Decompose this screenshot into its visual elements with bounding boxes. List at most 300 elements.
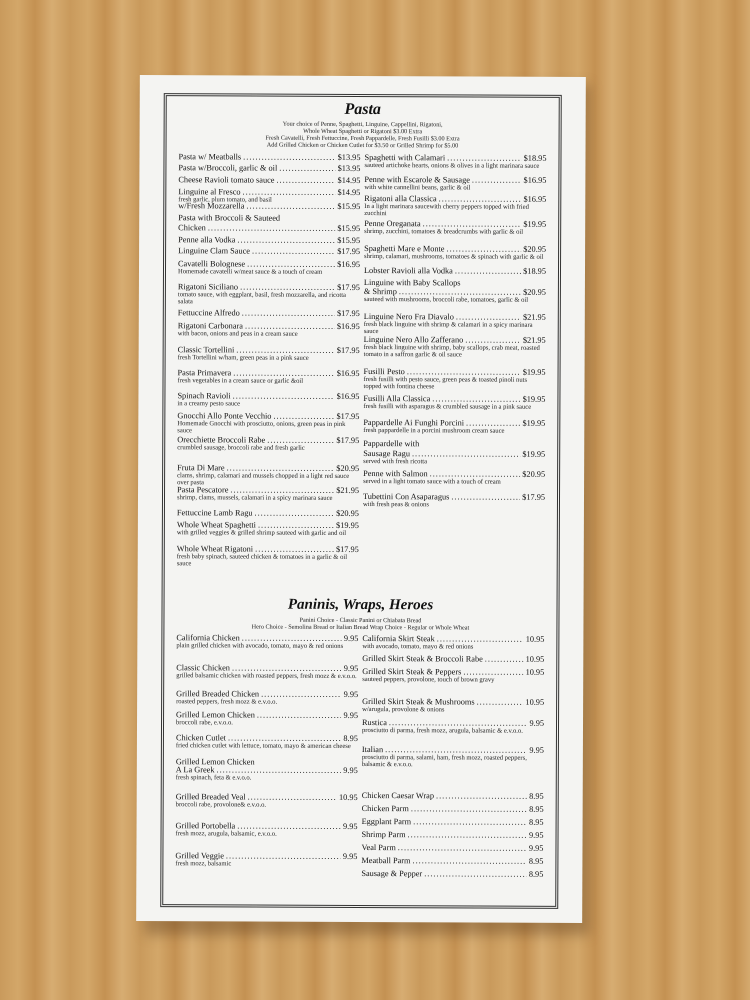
menu-item	[178, 259, 360, 276]
menu-item	[178, 152, 360, 162]
leader-dots	[436, 791, 527, 800]
menu-item	[364, 244, 546, 261]
leader-dots	[240, 282, 335, 291]
menu-item-name: Italian	[361, 745, 384, 755]
menu-item-description: fresh pappardelle in a porcini mushroom cream sauce	[363, 427, 505, 435]
menu-item-name: California Chicken	[176, 633, 240, 643]
menu-item	[176, 689, 358, 706]
menu-item-name: Rigatoni alla Classica	[364, 194, 437, 204]
menu-item	[364, 219, 546, 236]
menu-item-name: Chicken Cutlet	[175, 733, 226, 743]
menu-item-price: $18.95	[523, 266, 547, 276]
menu-item-price: $13.95	[337, 152, 361, 162]
menu-item-line	[363, 439, 545, 449]
menu-item	[177, 520, 359, 537]
menu-item-line	[178, 213, 360, 223]
menu-item	[178, 321, 360, 338]
menu-item-price: $18.95	[523, 153, 547, 163]
menu-item-price: 9.95	[343, 821, 358, 831]
leader-dots	[242, 633, 342, 642]
menu-item-line	[362, 817, 544, 827]
menu-item-line	[361, 869, 543, 879]
menu-item-price: $16.95	[336, 368, 360, 378]
menu-item	[364, 153, 546, 170]
menu-item-price: $16.95	[523, 194, 547, 204]
leader-dots	[246, 201, 335, 210]
menu-item-name: Pasta with Broccoli & Sauteed	[178, 213, 281, 223]
menu-item-price: $20.95	[336, 463, 360, 473]
paninis-title: Paninis, Wraps, Heroes	[287, 596, 434, 614]
menu-item	[363, 394, 545, 411]
menu-item	[176, 663, 358, 680]
menu-item-description: fresh mozz, balsamic	[175, 860, 232, 868]
menu-item-name: w/Fresh Mozzarella	[178, 201, 245, 211]
menu-item-price: $17.95	[336, 308, 360, 318]
menu-item-description: fresh vegetables in a cream sauce or garlic &oil	[177, 377, 304, 385]
leader-dots	[412, 449, 520, 458]
menu-item-price: $19.95	[522, 449, 546, 459]
menu-item	[176, 821, 358, 838]
menu-item-description: broccoli rabe, provolone& e.v.o.o.	[175, 801, 267, 809]
leader-dots	[242, 308, 335, 317]
menu-item-line	[178, 308, 360, 318]
menu-item-name: Penne Oreganata	[364, 219, 421, 229]
menu-item-description: grilled balsamic chicken with roasted peppers, fresh mozz & e.v.o.o.	[176, 672, 357, 680]
leader-dots	[439, 194, 522, 203]
menu-item	[176, 733, 358, 750]
menu-item-line	[362, 654, 544, 664]
menu-item-description: clams, shrimp, calamari and mussels chopped in a light red sauce over pasta	[177, 472, 350, 487]
menu-item	[177, 391, 359, 408]
menu-item-name: Pasta w/ Meatballs	[178, 152, 242, 162]
menu-item-price: $21.95	[522, 335, 546, 345]
menu-item-price: 9.95	[529, 718, 545, 728]
menu-item-description: Homemade Gnocchi with prosciutto, onions, green peas in pink sauce	[177, 420, 346, 435]
menu-item-name: Classic Tortellini	[177, 345, 235, 355]
menu-item-name: Grilled Lemon Chicken	[175, 757, 255, 767]
menu-item-description: with fresh peas & onions	[362, 501, 429, 509]
menu-item-description: tomato sauce, with eggplant, basil, fresh mozzarella, and ricotta salata	[177, 291, 346, 306]
menu-item	[178, 223, 360, 233]
leader-dots	[233, 368, 335, 377]
menu-item-description: plain grilled chicken with avocado, tomato, mayo & red onions	[176, 642, 344, 650]
menu-item-description: fresh fusilli with asparagus & crumbled sausage in a pink sauce	[363, 403, 532, 411]
menu-item	[177, 485, 359, 502]
leader-dots	[232, 663, 342, 672]
menu-item-description: sauteed with mushrooms, broccoli rabe, tomatoes, garlic & oil	[363, 296, 529, 304]
leader-dots	[432, 394, 520, 403]
leader-dots	[407, 367, 521, 376]
menu-item	[178, 235, 360, 245]
menu-item-name: Veal Parm	[361, 843, 396, 853]
menu-item-price: 9.95	[343, 710, 359, 720]
menu-item-price: $15.95	[337, 223, 361, 233]
leader-dots	[248, 793, 337, 802]
menu-item-price: $16.95	[336, 391, 360, 401]
menu-item-description: prosciutto di parma, fresh mozz, arugula, balsamic & e.v.o.o.	[361, 727, 523, 735]
menu-item-name: Sausage Ragu	[363, 449, 410, 459]
menu-item-name: Gnocchi Allo Ponte Vecchio	[177, 411, 272, 421]
menu-item-name: Pappardelle Ai Funghi Porcini	[363, 418, 465, 428]
menu-item	[178, 175, 360, 185]
leader-dots	[267, 436, 334, 445]
menu-item	[363, 439, 545, 449]
menu-item-price: $15.95	[337, 235, 361, 245]
menu-item	[178, 213, 360, 223]
menu-item-price: 8.95	[528, 856, 544, 866]
leader-dots	[423, 219, 522, 228]
menu-item-description: fried chicken cutlet with lettuce, tomato, mayo & american cheese	[175, 742, 351, 750]
leader-dots	[208, 223, 336, 233]
menu-item	[363, 469, 545, 486]
menu-item-name: Spinach Ravioli	[177, 391, 231, 401]
menu-item-name: Grilled Lemon Chicken	[176, 710, 255, 720]
menu-item-name: Sausage & Pepper	[361, 869, 423, 879]
leader-dots	[226, 851, 341, 861]
menu-item	[362, 830, 544, 840]
leader-dots	[398, 843, 527, 853]
pasta-note: Whole Wheat Spaghetti or Rigatoni $3.00 Extra	[303, 127, 423, 136]
leader-dots	[276, 176, 335, 185]
menu-item-price: $19.95	[522, 367, 546, 377]
menu-item-name: & Shrimp	[363, 287, 397, 297]
leader-dots	[412, 856, 526, 865]
menu-item-price: $19.95	[523, 219, 547, 229]
menu-item	[364, 194, 546, 218]
menu-item	[178, 201, 360, 211]
menu-item-price: 8.95	[529, 817, 544, 827]
menu-item-name: Linguine Nero Fra Diavalo	[363, 312, 454, 322]
menu-item-name: Cheese Ravioli tomato sauce	[178, 175, 275, 185]
menu-item-line	[177, 508, 359, 518]
menu-item-description: with avocado, tomato, mayo & red onions	[362, 643, 474, 651]
menu-item-name: Penne alla Vodka	[178, 235, 236, 245]
leader-dots	[230, 485, 334, 494]
menu-item-price: $20.95	[523, 287, 546, 297]
menu-item-name: Chicken Caesar Wrap	[361, 791, 435, 801]
menu-item-description: fresh baby spinach, sauteed chicken & tomatoes in a garlic & oil sauce	[176, 553, 348, 568]
menu-item	[363, 449, 545, 466]
menu-item-name: Grilled Breaded Chicken	[176, 689, 260, 699]
menu-item	[178, 163, 360, 173]
menu-item-line	[178, 201, 360, 211]
leader-dots	[455, 266, 521, 275]
menu-item-price: 10.95	[525, 654, 545, 664]
menu-item-price: 10.95	[525, 667, 545, 677]
menu-item-name: Linguine with Baby Scallops	[363, 278, 461, 288]
leader-dots	[279, 164, 335, 173]
menu-item	[177, 368, 359, 385]
menu-item-price: 8.95	[529, 804, 544, 814]
menu-item-name: Grilled Skirt Steak & Mushrooms	[362, 697, 475, 707]
menu-item-name: Meatball Parm	[361, 856, 411, 866]
leader-dots	[273, 412, 334, 421]
menu-item-name: Linguine Nero Allo Zafferano	[363, 335, 464, 345]
menu-item-price: $16.95	[336, 321, 360, 331]
menu-item-price: 8.95	[529, 791, 544, 801]
menu-item-price: $17.95	[337, 282, 360, 292]
leader-dots	[456, 312, 521, 321]
menu-item-price: $19.95	[336, 520, 359, 530]
menu-item-name: Tubettini Con Asaparagus	[362, 492, 450, 502]
paninis-note: Panini Choice - Classic Panini or Chiabata Bread	[299, 616, 422, 625]
menu-item-price: $14.95	[337, 187, 361, 197]
menu-item	[362, 745, 544, 769]
menu-item-price: 9.95	[343, 689, 359, 699]
menu-item-description: fresh Tortellini w/ham, green peas in a pink sauce	[177, 354, 309, 362]
menu-item-price: $17.95	[336, 435, 360, 445]
menu-item-name: Spaghetti with Calamari	[364, 153, 446, 163]
menu-item-description: shrimp, calamari, mushrooms, tomatoes & spinach with garlic & oil	[364, 253, 544, 261]
menu-item-price: $17.95	[336, 411, 360, 421]
menu-item-name: Lobster Ravioli alla Vodka	[363, 266, 453, 276]
menu-item-description: fresh black linguine with shrimp, baby scallops, crab meat, roasted tomato in a saffron garlic & oil sauce	[363, 344, 540, 359]
menu-item-price: $17.95	[337, 246, 361, 256]
leader-dots	[255, 545, 334, 554]
menu-item-name: Fettuccine Lamb Ragu	[176, 508, 253, 518]
leader-dots	[261, 690, 342, 699]
menu-item-price: 9.95	[342, 851, 358, 861]
menu-item	[177, 435, 359, 452]
menu-item-line	[361, 856, 543, 866]
menu-item-price: $17.95	[336, 345, 360, 355]
pasta-title: Pasta	[344, 100, 381, 119]
menu-item-description: fresh fusilli with pesto sauce, green peas & toasted pinoli nuts topped with fontina cheese	[363, 376, 528, 391]
menu-item-price: $21.95	[336, 485, 360, 495]
menu-item-price: 9.95	[528, 843, 544, 853]
menu-item	[177, 463, 359, 487]
menu-item-line	[178, 246, 360, 256]
menu-item	[177, 411, 359, 435]
menu-item-name: A La Greek	[175, 765, 215, 775]
leader-dots	[254, 509, 334, 518]
menu-item	[362, 654, 544, 664]
menu-item-name: Eggplant Parm	[361, 817, 412, 827]
menu-item-name: Spaghetti Mare e Monte	[364, 244, 445, 254]
menu-item	[176, 633, 358, 650]
menu-item	[178, 345, 360, 362]
menu-item-price: $16.95	[337, 259, 361, 269]
leader-dots	[227, 463, 335, 472]
leader-dots	[245, 321, 335, 330]
leader-dots	[430, 469, 521, 478]
menu-item-description: fresh garlic, plum tomato, and basil	[178, 196, 272, 204]
leader-dots	[408, 830, 527, 840]
leader-dots	[466, 418, 520, 427]
menu-item-price: $15.95	[337, 201, 361, 211]
menu-item-name: Rigatoni Siciliano	[177, 282, 239, 292]
menu-item-price: $20.95	[522, 469, 546, 479]
menu-item-description: served with fresh ricotta	[363, 458, 428, 466]
menu-item-description: roasted peppers, fresh mozz & e.v.o.o.	[176, 698, 278, 706]
menu-item-name: Chicken Parm	[361, 804, 409, 814]
leader-dots	[252, 247, 335, 256]
menu-item	[176, 765, 358, 782]
menu-item-name: Rustica	[362, 718, 387, 728]
menu-item-line	[362, 791, 544, 801]
menu-item-price: 9.95	[529, 745, 544, 755]
menu-item	[362, 634, 544, 651]
leader-dots	[472, 175, 522, 184]
menu-item-name: Grilled Portobella	[175, 821, 236, 831]
menu-item-price: 9.95	[343, 663, 359, 673]
menu-item-description: crumbled sausage, broccoli rabe and fresh garlic	[177, 444, 305, 452]
paninis-note: Hero Choice - Semolina Bread or Italian Bread Wrap Choice - Regular or Whole Wheat	[251, 623, 470, 632]
menu-item	[362, 804, 544, 814]
leader-dots	[237, 235, 335, 244]
menu-item-line	[178, 223, 360, 233]
menu-item-name: Orecchiette Broccoli Rabe	[177, 435, 266, 445]
menu-item	[175, 851, 357, 868]
menu-item-price: 9.95	[528, 830, 544, 840]
menu-item-price: $21.95	[522, 312, 546, 322]
menu-item	[361, 869, 543, 879]
menu-item-line	[178, 175, 360, 185]
menu-item-description: in a creamy pesto sauce	[177, 400, 241, 408]
menu-item-price: 10.95	[525, 697, 545, 707]
menu-item-price: $19.95	[522, 418, 546, 428]
pasta-note: Add Grilled Chicken or Chicken Cutlet for $3.50 or Grilled Shrimp for $5.00	[266, 141, 459, 150]
menu-item-name: Rigatoni Carbonara	[177, 321, 243, 331]
menu-item-name: Fusilli Pesto	[363, 367, 405, 377]
menu-item-line	[362, 830, 544, 840]
menu-item-line	[364, 266, 546, 276]
menu-item-line	[361, 843, 543, 853]
menu-item-name: Whole Wheat Spaghetti	[176, 520, 257, 530]
leader-dots	[477, 698, 524, 707]
menu-item	[177, 508, 359, 518]
menu-item-name: Chicken	[178, 223, 206, 233]
menu-item-name: Penne with Escarole & Sausage	[364, 175, 470, 185]
menu-item	[364, 335, 546, 359]
menu-item-price: 10.95	[525, 634, 545, 644]
menu-item-line	[178, 235, 360, 245]
leader-dots	[446, 244, 521, 253]
leader-dots	[485, 655, 524, 664]
menu-item	[362, 667, 544, 684]
menu-item-name: Classic Chicken	[176, 663, 230, 673]
menu-item	[178, 282, 360, 306]
menu-item-price: 9.95	[343, 633, 359, 643]
leader-dots	[243, 152, 336, 161]
menu-item	[176, 792, 358, 809]
leader-dots	[247, 260, 335, 269]
menu-item-price: $16.95	[523, 175, 547, 185]
menu-frame	[160, 93, 562, 909]
menu-item	[361, 856, 543, 866]
leader-dots	[411, 804, 527, 814]
menu-item	[364, 287, 546, 304]
menu-item-description: fresh spinach, feta & e.v.o.o.	[175, 774, 252, 782]
pasta-note: Fresh Cavatelli, Fresh Fettuccine, Fresh Pappardelle, Fresh Fusilli $3.00 Extra	[265, 134, 460, 143]
leader-dots	[243, 187, 336, 196]
menu-item	[177, 544, 359, 568]
menu-item-name: Fruta Di Mare	[177, 463, 225, 473]
menu-item-name: Fettuccine Alfredo	[177, 308, 240, 318]
leader-dots	[451, 492, 520, 501]
leader-dots	[447, 153, 522, 162]
menu-item	[363, 492, 545, 509]
menu-item-description: with white cannellini beans, garlic & oil	[364, 184, 471, 192]
menu-item	[178, 246, 360, 256]
pasta-note: Your choice of Penne, Spaghetti, Linguine, Cappellini, Rigatoni,	[282, 120, 443, 129]
menu-item	[364, 175, 546, 192]
leader-dots	[257, 711, 342, 720]
menu-item-name: Pasta Primavera	[177, 368, 232, 378]
menu-item-name: Pasta Pescatore	[177, 485, 229, 495]
menu-item	[178, 308, 360, 318]
menu-item-price: 10.95	[339, 792, 358, 802]
menu-item	[362, 718, 544, 735]
menu-item-name: Grilled Skirt Steak & Peppers	[362, 667, 462, 677]
menu-item-description: w/arugula, provolone & onions	[362, 706, 445, 714]
menu-item-price: $17.95	[335, 544, 359, 554]
menu-item-description: Homemade cavatelli w/meat sauce & a touch of cream	[177, 268, 323, 276]
menu-item-description: sauteed artichoke hearts, onions & olives in a light marinara sauce	[364, 162, 540, 170]
menu-item-name: Linguine Clam Sauce	[178, 246, 250, 256]
menu-item-price: 8.95	[528, 869, 544, 879]
menu-item-description: broccoli rabe, e.v.o.o.	[176, 719, 233, 727]
menu-item-description: with bacon, onions and peas in a cream sauce	[177, 330, 298, 338]
menu-item-name: Whole Wheat Rigatoni	[176, 544, 254, 554]
menu-item-description: fresh black linguine with shrimp & calamari in a spicy marinara sauce	[363, 321, 533, 336]
menu-item	[362, 791, 544, 801]
menu-item-description: In a light marinara saucewith cherry peppers topped with fried zucchini	[364, 203, 529, 218]
menu-item-name: Fusilli Alla Classica	[363, 394, 431, 404]
menu-item-description: shrimp, zucchini, tomatoes & breadcrumbs with garlic & oil	[364, 228, 524, 236]
menu-item-description: served in a light tomato sauce with a touch of cream	[363, 478, 501, 486]
leader-dots	[424, 869, 527, 878]
leader-dots	[228, 733, 341, 742]
menu-item-name: Pappardelle with	[363, 439, 420, 449]
menu-item-name: California Skirt Steak	[362, 634, 435, 644]
leader-dots	[465, 335, 521, 344]
menu-item	[176, 710, 358, 727]
leader-dots	[437, 634, 524, 643]
menu-item-price: $20.95	[336, 508, 359, 518]
menu-item	[364, 312, 546, 336]
leader-dots	[237, 821, 341, 830]
menu-item-description: sauteed peppers, provolone, touch of brown gravy	[362, 676, 495, 684]
menu-item-name: Shrimp Parm	[361, 830, 406, 840]
menu-item-name: Grilled Skirt Steak & Broccoli Rabe	[362, 654, 483, 664]
menu-item-name: Cavatelli Bolognese	[178, 259, 246, 269]
menu-item-name: Penne with Salmon	[363, 469, 428, 479]
menu-item-name: Grilled Veggie	[175, 851, 224, 861]
leader-dots	[236, 345, 335, 354]
menu-item-price: $13.95	[337, 163, 361, 173]
menu-item-price: 9.95	[343, 765, 358, 775]
menu-item-name: Pasta w/Broccoli, garlic & oil	[178, 163, 278, 173]
menu-item-price: 8.95	[343, 733, 358, 743]
menu-sheet	[136, 75, 586, 923]
menu-item-price: $20.95	[523, 244, 547, 254]
menu-item-name: Linguine al Fresco	[178, 187, 241, 197]
menu-item-description: shrimp, clams, mussels, calamari in a spicy marinara sauce	[176, 494, 333, 502]
menu-item-line	[178, 152, 360, 162]
menu-item-description: with grilled veggies & grilled shrimp sauteed with garlic and oil	[176, 529, 347, 537]
leader-dots	[233, 391, 335, 400]
menu-item	[362, 697, 544, 714]
leader-dots	[463, 667, 523, 676]
menu-item-name: Grilled Breaded Veal	[175, 792, 246, 802]
menu-item	[363, 367, 545, 391]
menu-item-price: $14.95	[337, 175, 361, 185]
menu-item	[361, 843, 543, 853]
menu-item-description: prosciutto di parma, salami, ham, fresh mozz, roasted peppers, balsamic & e.v.o.o.	[361, 754, 527, 769]
leader-dots	[258, 521, 334, 530]
pasta-left-column	[176, 96, 361, 568]
